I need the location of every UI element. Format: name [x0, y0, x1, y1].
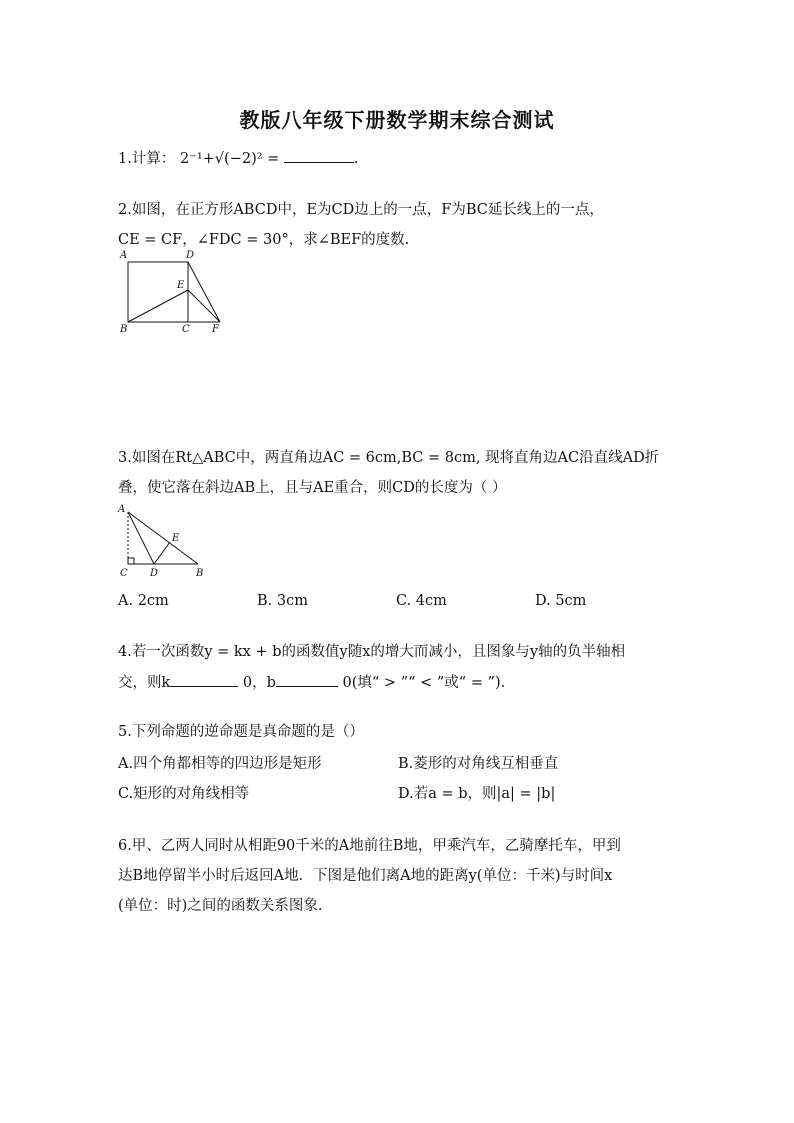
q1-answer-blank[interactable] [284, 148, 354, 163]
q3-label-a: A [118, 504, 126, 515]
q5-option-a[interactable]: A.四个角都相等的四边形是矩形 [118, 756, 322, 772]
q3-option-b[interactable]: B. 3cm [257, 593, 308, 609]
q3-label-b: B [196, 568, 204, 579]
q3-label-c: C [120, 568, 128, 579]
q2-label-d: D [186, 250, 195, 261]
q2-label-b: B [120, 324, 128, 335]
q6-line-1: 6.甲、乙两人同时从相距90千米的A地前往B地，甲乘汽车，乙骑摩托车，甲到 [118, 838, 621, 854]
q5-option-b[interactable]: B.菱形的对角线互相垂直 [398, 756, 559, 772]
q4-text-a: 交，则k [118, 675, 171, 691]
q2-label-a: A [120, 250, 128, 261]
q3-line-1: 3.如图在Rt△ABC中，两直角边AC = 6cm,BC = 8cm, 现将直角边AC沿直线AD折 [118, 450, 660, 466]
q1-suffix: . [353, 151, 359, 167]
q3-line-2: 叠，使它落在斜边AB上，且与AE重合，则CD的长度为（ ） [118, 480, 507, 496]
q3-option-c[interactable]: C. 4cm [396, 593, 447, 609]
q2-square-diagram [114, 246, 234, 336]
q6-line-2: 达B地停留半小时后返回A地．下图是他们离A地的距离y(单位：千米)与时间x [118, 868, 613, 884]
q4-text-b: 0，b [242, 675, 276, 691]
q2-label-c: C [182, 324, 190, 335]
q4-line-1: 4.若一次函数y = kx + b的函数值y随x的增大而减小，且图象与y轴的负半轴相 [118, 644, 626, 660]
question-1 [118, 148, 359, 169]
q3-triangle-diagram [114, 498, 214, 580]
q5-option-d[interactable]: D.若a = b，则|a| = |b| [398, 786, 556, 802]
q3-option-a[interactable]: A. 2cm [118, 593, 169, 609]
q1-expression: 2⁻¹+√(−2)² = [179, 151, 280, 167]
q6-line-3: (单位：时)之间的函数关系图象. [118, 898, 323, 914]
q2-line-1: 2.如图，在正方形ABCD中，E为CD边上的一点，F为BC延长线上的一点， [118, 202, 604, 218]
q3-label-d: D [150, 568, 159, 579]
q3-option-d[interactable]: D. 5cm [535, 593, 587, 609]
q4-text-c: 0(填“ > ”“ < ”或“ = ”). [342, 675, 506, 691]
q5-stem: 5.下列命题的逆命题是真命题的是（） [118, 724, 364, 740]
q4-b-blank[interactable] [276, 672, 338, 687]
q4-k-blank[interactable] [170, 672, 238, 687]
q2-line-2: CE = CF，∠FDC = 30°，求∠BEF的度数. [118, 232, 410, 248]
page-title: 教版八年级下册数学期末综合测试 [239, 108, 555, 132]
q2-label-e: E [177, 280, 185, 291]
q2-label-f: F [212, 324, 219, 335]
q5-option-c[interactable]: C.矩形的对角线相等 [118, 786, 250, 802]
q4-line-2 [118, 672, 505, 693]
q3-label-e: E [172, 533, 180, 544]
q1-prefix: 1.计算： [118, 151, 176, 167]
